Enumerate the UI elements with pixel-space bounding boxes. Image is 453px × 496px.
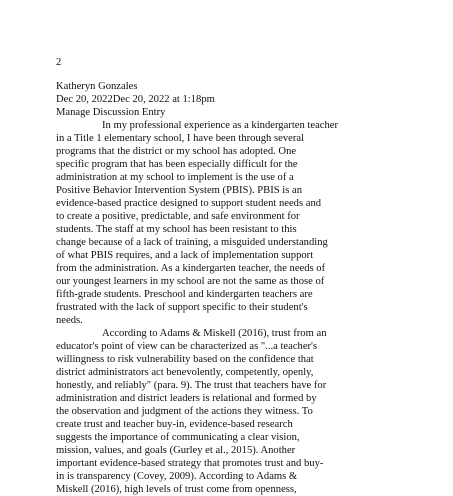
paragraph-line: willingness to risk vulnerability based on the confidence that — [56, 354, 314, 365]
paragraph-line: fifth-grade students. Preschool and kindergarten teachers are — [56, 289, 313, 300]
paragraph-line: According to Adams & Miskell (2016), trust from an — [102, 328, 327, 339]
paragraph-line: in a Title 1 elementary school, I have been through several — [56, 133, 305, 144]
paragraph-line: important evidence-based strategy that promotes trust and buy- — [56, 458, 324, 469]
paragraph-line: administration and district leaders is relational and formed by — [56, 393, 317, 404]
paragraph-line: mission, values, and goals (Gurley et al., 2015). Another — [56, 445, 296, 456]
paragraph-line: create trust and teacher buy-in, evidence-based research — [56, 419, 293, 430]
body-paragraph-1 — [56, 119, 396, 327]
paragraph-line: our youngest learners in my school are not the same as those of — [56, 276, 325, 287]
author-name: Katheryn Gonzales — [56, 81, 138, 92]
paragraph-line: students. The staff at my school has been resistant to this — [56, 224, 297, 235]
paragraph-line: district administrators act benevolently, competently, openly, — [56, 367, 314, 378]
paragraph-line: change because of a lack of training, a misguided understanding — [56, 237, 328, 248]
page-number: 2 — [56, 57, 62, 68]
paragraph-line: Positive Behavior Intervention System (PBIS). PBIS is an — [56, 185, 303, 196]
paragraph-line: to create a positive, predictable, and safe environment for — [56, 211, 300, 222]
paragraph-line: frustrated with the lack of support specific to their student's — [56, 302, 308, 313]
paragraph-line: honestly, and reliably" (para. 9). The trust that teachers have for — [56, 380, 327, 391]
discussion-entry — [56, 80, 396, 496]
paragraph-line: evidence-based practice designed to support student needs and — [56, 198, 322, 209]
paragraph-line: in is transparency (Covey, 2009). According to Adams & — [56, 471, 298, 482]
paragraph-line: the observation and judgment of the actions they witness. To — [56, 406, 313, 417]
paragraph-line: of what PBIS requires, and a lack of implementation support — [56, 250, 314, 261]
paragraph-line: Miskell (2016), high levels of trust come from openness, — [56, 484, 297, 495]
paragraph-line: needs. — [56, 315, 83, 326]
manage-discussion-entry[interactable]: Manage Discussion Entry — [56, 107, 166, 118]
paragraph-line: from the administration. As a kindergarten teacher, the needs of — [56, 263, 326, 274]
paragraph-line: programs that the district or my school has adopted. One — [56, 146, 297, 157]
body-paragraph-2 — [56, 327, 396, 496]
paragraph-line: In my professional experience as a kindergarten teacher — [102, 120, 338, 131]
post-timestamp: Dec 20, 2022Dec 20, 2022 at 1:18pm — [56, 94, 215, 105]
paragraph-line: educator's point of view can be characterized as "...a teacher's — [56, 341, 318, 352]
paragraph-line: specific program that has been especially difficult for the — [56, 159, 298, 170]
paragraph-line: suggests the importance of communicating a clear vision, — [56, 432, 300, 443]
paragraph-line: administration at my school to implement is the use of a — [56, 172, 294, 183]
